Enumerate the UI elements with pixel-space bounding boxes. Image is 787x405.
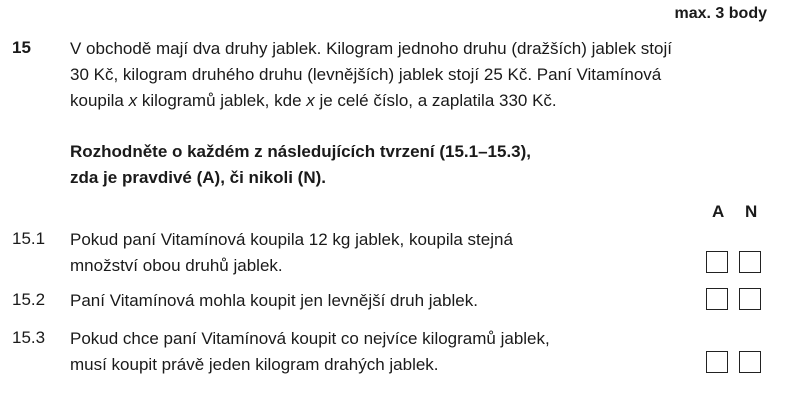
answer-n-checkbox[interactable]	[739, 288, 761, 310]
intro-text: koupila	[70, 91, 129, 110]
instruction-line-2: zda je pravdivé (A), či nikoli (N).	[70, 168, 326, 187]
intro-line-2: 30 Kč, kilogram druhého druhu (levnějších) jablek stojí 25 Kč. Paní Vitamínová	[70, 65, 662, 84]
question-number: 15	[12, 38, 31, 57]
item-line: množství obou druhů jablek.	[70, 256, 283, 275]
intro-line-3	[70, 88, 750, 114]
item-statement	[70, 326, 670, 378]
question-intro	[70, 36, 750, 114]
instruction-line-1: Rozhodněte o každém z následujících tvrzení (15.1–15.3),	[70, 142, 532, 161]
max-points: max. 3 body	[674, 5, 767, 22]
intro-text: je celé číslo, a zaplatila 330 Kč.	[314, 91, 557, 110]
answer-a-checkbox[interactable]	[706, 288, 728, 310]
item-number: 15.2	[12, 290, 46, 309]
answer-header-n: N	[745, 202, 758, 221]
item-number: 15.1	[12, 229, 46, 248]
answer-a-checkbox[interactable]	[706, 251, 728, 273]
item-number: 15.3	[12, 328, 46, 347]
intro-line-1: V obchodě mají dva druhy jablek. Kilogram jednoho druhu (dražších) jablek stojí	[70, 39, 672, 58]
answer-a-checkbox[interactable]	[706, 351, 728, 373]
item-statement	[70, 288, 670, 314]
instruction	[70, 139, 750, 191]
item-statement	[70, 227, 670, 279]
variable-x: x	[128, 91, 138, 110]
item-line: Pokud paní Vitamínová koupila 12 kg jablek, koupila stejná	[70, 230, 513, 249]
answer-header-a: A	[712, 202, 725, 221]
item-line: Paní Vitamínová mohla koupit jen levnější druh jablek.	[70, 291, 478, 310]
item-line: musí koupit právě jeden kilogram drahých jablek.	[70, 355, 439, 374]
item-line: Pokud chce paní Vitamínová koupit co nejvíce kilogramů jablek,	[70, 329, 550, 348]
variable-x: x	[306, 91, 315, 110]
answer-n-checkbox[interactable]	[739, 351, 761, 373]
intro-text: kilogramů jablek, kde	[137, 91, 307, 110]
answer-n-checkbox[interactable]	[739, 251, 761, 273]
